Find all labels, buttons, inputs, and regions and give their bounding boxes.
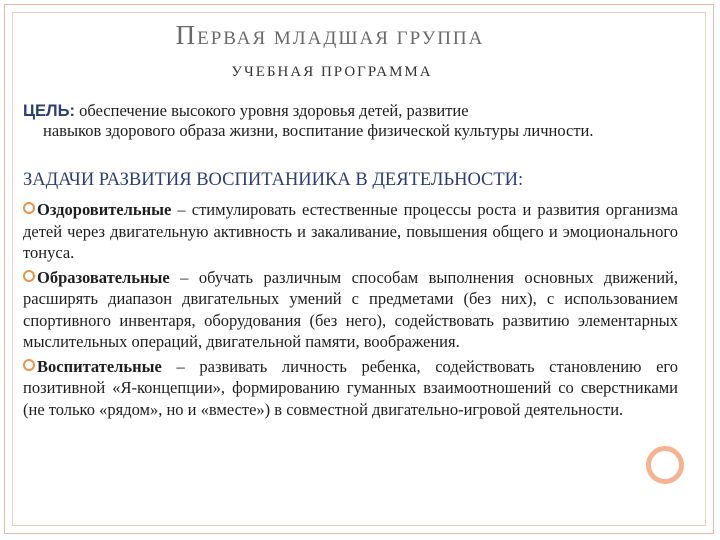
task-text: – обучать различным способам выполнения основных движений, расширять диапазон двигательных умений с предметами (без них), с использованием спортивного инвентаря, оборудования (без него), содействовать развитию элементарных мыслительных операций, двигательной памяти, воображения. <box>23 267 678 351</box>
goal-paragraph <box>23 101 678 141</box>
goal-text-rest: навыков здорового образа жизни, воспитание физической культуры личности. <box>43 121 594 140</box>
title-first-letter: П <box>175 20 198 50</box>
task-text: – развивать личность ребенка, содействовать становлению его позитивной «Я-концепции», формированию гуманных взаимоотношений со сверстниками (не только «рядом», но и «вместе») в совместной двигательно-игровой деятельности. <box>23 356 678 419</box>
slide-title <box>0 20 660 51</box>
task-item-education <box>23 267 678 353</box>
goal-text-line1: обеспечение высокого уровня здоровья детей, развитие <box>75 101 469 120</box>
task-item-health <box>23 199 678 264</box>
decorative-circle <box>646 446 684 484</box>
task-name: Оздоровительные <box>37 200 172 219</box>
slide-subtitle: УЧЕБНАЯ ПРОГРАММА <box>231 64 433 80</box>
circle-bullet-icon <box>23 270 35 282</box>
circle-bullet-icon <box>23 202 35 214</box>
circle-bullet-icon <box>23 359 35 371</box>
task-name: Воспитательные <box>37 356 162 376</box>
goal-label: ЦЕЛЬ: <box>23 102 75 120</box>
title-rest: ЕРВАЯ МЛАДШАЯ ГРУППА <box>197 28 485 49</box>
task-text: – стимулировать естественные процессы роста и развития организма детей через двигательную активность и закаливание, повышения общего и эмоционального тонуса. <box>23 200 678 262</box>
tasks-list <box>23 199 678 423</box>
task-item-upbringing <box>23 356 678 421</box>
tasks-heading: ЗАДАЧИ РАЗВИТИЯ ВОСПИТАНИИКА В ДЕЯТЕЛЬНОСТИ: <box>23 170 524 190</box>
task-name: Образовательные <box>37 267 170 287</box>
